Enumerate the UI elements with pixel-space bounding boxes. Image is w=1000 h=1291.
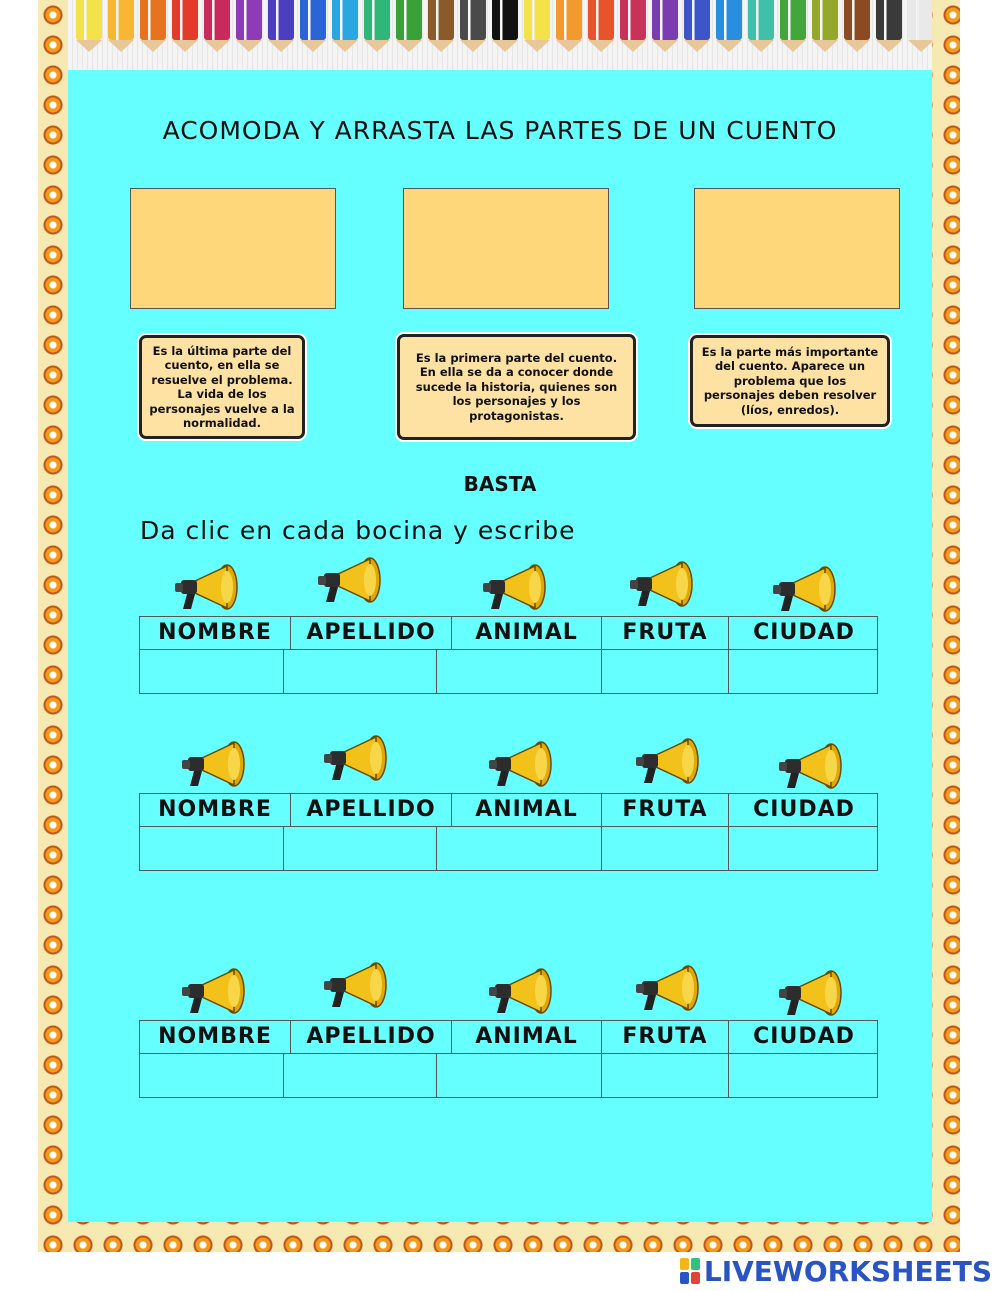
answer-field-ciudad[interactable] <box>728 1054 879 1097</box>
megaphone-icon[interactable] <box>487 740 559 792</box>
story-card-end-text: Es la última parte del cuento, en ella se resuelve el problema. La vida de los personajes vuelve a la normalidad. <box>149 343 295 430</box>
pencil-icon <box>172 0 198 40</box>
answer-field-apellido[interactable] <box>283 1054 436 1097</box>
column-header-apellido: APELLIDO <box>290 617 451 649</box>
answer-field-nombre[interactable] <box>140 650 283 693</box>
answer-field-fruta[interactable] <box>601 650 728 693</box>
column-header-fruta: FRUTA <box>601 794 728 826</box>
column-header-nombre: NOMBRE <box>158 1024 272 1049</box>
megaphone-icon[interactable] <box>777 969 849 1021</box>
column-header-ciudad: CIUDAD <box>728 794 879 826</box>
pencil-icon <box>716 0 742 40</box>
answer-field-fruta[interactable] <box>601 1054 728 1097</box>
pencil-icon <box>556 0 582 40</box>
story-card-beginning[interactable] <box>397 334 636 440</box>
megaphone-icon[interactable] <box>316 556 388 608</box>
drop-box-3[interactable] <box>694 188 900 309</box>
liveworksheets-brand: LIVEWORKSHEETS <box>703 1254 992 1288</box>
pencil-icon <box>460 0 486 40</box>
answer-field-nombre[interactable] <box>140 827 283 870</box>
table-header-row <box>139 793 878 827</box>
pencil-icon <box>108 0 134 40</box>
megaphone-icon[interactable] <box>634 964 706 1016</box>
column-header-fruta: FRUTA <box>601 617 728 649</box>
megaphone-icon[interactable] <box>628 560 700 612</box>
pencil-icon <box>844 0 870 40</box>
megaphone-icon[interactable] <box>487 967 559 1019</box>
table-answer-row <box>139 650 878 694</box>
pencil-icon <box>684 0 710 40</box>
column-header-ciudad: CIUDAD <box>728 1021 879 1053</box>
pencil-banner <box>68 0 932 70</box>
pencil-icon <box>236 0 262 40</box>
answer-field-ciudad[interactable] <box>728 650 879 693</box>
pencil-icon <box>492 0 518 40</box>
pencil-icon <box>76 0 102 40</box>
answer-field-nombre[interactable] <box>140 1054 283 1097</box>
pencil-icon <box>652 0 678 40</box>
answer-field-fruta[interactable] <box>601 827 728 870</box>
column-header-animal: ANIMAL <box>451 794 601 826</box>
column-header-animal: ANIMAL <box>451 617 601 649</box>
megaphone-icon[interactable] <box>777 742 849 794</box>
answer-field-animal[interactable] <box>436 827 601 870</box>
column-header-animal: ANIMAL <box>451 1021 601 1053</box>
liveworksheets-mark-icon <box>680 1258 700 1284</box>
answer-field-animal[interactable] <box>436 650 601 693</box>
pencil-icon <box>748 0 774 40</box>
pencil-icon <box>620 0 646 40</box>
drop-box-1[interactable] <box>130 188 336 309</box>
story-card-middle-text: Es la parte más importante del cuento. Aparece un problema que los personajes deben resolver (líos, enredos). <box>701 344 879 417</box>
pencil-icon <box>908 0 932 40</box>
liveworksheets-logo <box>680 1255 992 1287</box>
pencil-icon <box>332 0 358 40</box>
answer-field-ciudad[interactable] <box>728 827 879 870</box>
megaphone-icon[interactable] <box>771 565 843 617</box>
table-answer-row <box>139 827 878 871</box>
pencil-icon <box>524 0 550 40</box>
answer-field-apellido[interactable] <box>283 827 436 870</box>
answer-field-animal[interactable] <box>436 1054 601 1097</box>
pencil-icon <box>140 0 166 40</box>
megaphone-icon[interactable] <box>322 734 394 786</box>
column-header-nombre: NOMBRE <box>158 620 272 645</box>
pencil-icon <box>588 0 614 40</box>
column-header-ciudad: CIUDAD <box>728 617 879 649</box>
pencil-icon <box>876 0 902 40</box>
pencil-icon <box>300 0 326 40</box>
table-header-row <box>139 616 878 650</box>
megaphone-icon[interactable] <box>180 740 252 792</box>
story-card-end[interactable] <box>139 335 305 439</box>
page-title: ACOMODA Y ARRASTA LAS PARTES DE UN CUENTO <box>162 116 838 145</box>
megaphone-icon[interactable] <box>481 563 553 615</box>
answer-field-apellido[interactable] <box>283 650 436 693</box>
column-header-fruta: FRUTA <box>601 1021 728 1053</box>
pencil-icon <box>268 0 294 40</box>
story-card-beginning-text: Es la primera parte del cuento. En ella se da a conocer donde sucede la historia, quienes son los personajes y los protagonistas. <box>415 350 618 423</box>
pencil-icon <box>428 0 454 40</box>
instruction-text: Da clic en cada bocina y escribe <box>140 516 576 545</box>
pencil-icon <box>812 0 838 40</box>
column-header-apellido: APELLIDO <box>290 1021 451 1053</box>
story-card-middle[interactable] <box>690 335 890 427</box>
table-header-row <box>139 1020 878 1054</box>
drop-box-2[interactable] <box>403 188 609 309</box>
table-answer-row <box>139 1054 878 1098</box>
column-header-nombre: NOMBRE <box>158 797 272 822</box>
pencil-icon <box>364 0 390 40</box>
basta-heading: BASTA <box>463 472 537 496</box>
pencil-icon <box>396 0 422 40</box>
megaphone-icon[interactable] <box>634 737 706 789</box>
megaphone-icon[interactable] <box>173 563 245 615</box>
megaphone-icon[interactable] <box>322 961 394 1013</box>
megaphone-icon[interactable] <box>180 967 252 1019</box>
column-header-apellido: APELLIDO <box>290 794 451 826</box>
pencil-icon <box>780 0 806 40</box>
pencil-icon <box>204 0 230 40</box>
